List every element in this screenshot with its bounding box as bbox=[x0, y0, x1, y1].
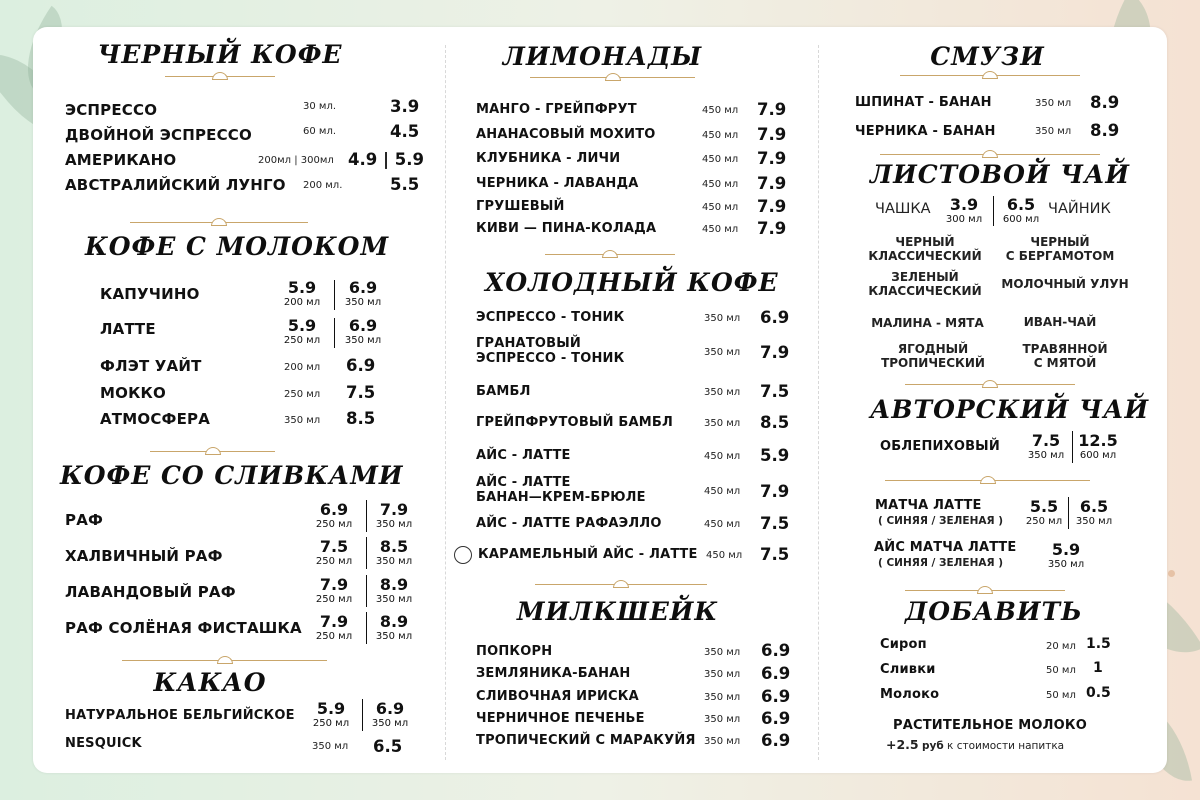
volume-small: 350 мл bbox=[1047, 559, 1085, 570]
menu-item-name: АЙС МАТЧА ЛАТТЕ bbox=[874, 540, 1017, 555]
price-divider bbox=[366, 500, 367, 532]
plant-milk-note bbox=[886, 737, 1064, 752]
price-small: 7.9 bbox=[319, 612, 349, 631]
menu-item-name: ГРУШЕВЫЙ bbox=[476, 199, 565, 214]
menu-item-name: ОБЛЕПИХОВЫЙ bbox=[880, 439, 1000, 454]
menu-item-name: ФЛЭТ УАЙТ bbox=[100, 357, 202, 375]
price-cell bbox=[374, 576, 414, 606]
menu-item-volume: 250 мл bbox=[284, 389, 321, 400]
menu-item-volume: 350 мл bbox=[704, 736, 741, 747]
menu-item-name: ДВОЙНОЙ ЭСПРЕССО bbox=[65, 126, 252, 144]
menu-item-name: РАФ bbox=[65, 511, 104, 529]
menu-item-volume: 450 мл bbox=[704, 519, 741, 530]
menu-item-price: 6.9 bbox=[346, 356, 376, 375]
menu-item-volume: 450 мл bbox=[702, 105, 739, 116]
section-title-cocoa: КАКАО bbox=[153, 668, 267, 697]
menu-item-price: 7.9 bbox=[757, 100, 787, 119]
price-large: 8.5 bbox=[379, 537, 409, 556]
section-title-black-coffee: ЧЕРНЫЙ КОФЕ bbox=[97, 40, 343, 69]
menu-item-price: 7.9 bbox=[757, 219, 787, 238]
menu-item-price: 7.5 bbox=[760, 382, 790, 401]
menu-item-name-line2: ЭСПРЕССО - ТОНИК bbox=[476, 351, 625, 366]
menu-item-price: 7.9 bbox=[760, 343, 790, 362]
volume-small: 200 мл bbox=[283, 297, 321, 308]
volume-small: 350 мл bbox=[1027, 450, 1065, 461]
price-divider bbox=[993, 196, 994, 226]
menu-item-subtitle: ( СИНЯЯ / ЗЕЛЕНАЯ ) bbox=[878, 515, 1004, 527]
menu-item-name: ПОПКОРН bbox=[476, 644, 553, 659]
section-title-cream-coffee: КОФЕ СО СЛИВКАМИ bbox=[60, 461, 404, 490]
price-cell bbox=[374, 613, 414, 643]
volume-large: 350 мл bbox=[371, 718, 409, 729]
price-large: 12.5 bbox=[1078, 431, 1118, 450]
section-title-leaf-tea: ЛИСТОВОЙ ЧАЙ bbox=[870, 160, 1131, 189]
price-pot: 6.5 bbox=[1006, 195, 1036, 214]
addon-volume: 20 мл bbox=[1046, 641, 1076, 652]
section-title-cold-coffee: ХОЛОДНЫЙ КОФЕ bbox=[485, 268, 779, 297]
section-ornament bbox=[130, 218, 308, 226]
menu-item-price: 7.9 bbox=[757, 149, 787, 168]
section-title-addons: ДОБАВИТЬ bbox=[905, 597, 1083, 626]
addon-name: Молоко bbox=[880, 687, 940, 702]
volume-small: 250 мл bbox=[315, 631, 353, 642]
menu-item-name: АЙС - ЛАТТЕ РАФАЭЛЛО bbox=[476, 516, 662, 531]
menu-item-name-line2: БАНАН—КРЕМ-БРЮЛЕ bbox=[476, 490, 646, 505]
menu-item-price: 6.9 bbox=[761, 687, 791, 706]
price-cell bbox=[311, 700, 351, 730]
menu-item-name: ГРАНАТОВЫЙ bbox=[476, 336, 581, 351]
menu-item-name: КАПУЧИНО bbox=[100, 285, 200, 303]
volume-large: 350 мл bbox=[375, 594, 413, 605]
price-cell bbox=[374, 501, 414, 531]
title-ornament bbox=[530, 73, 695, 81]
menu-item-name: КИВИ — ПИНА-КОЛАДА bbox=[476, 221, 657, 236]
volume-small: 250 мл bbox=[315, 594, 353, 605]
menu-item-volume: 450 мл bbox=[702, 130, 739, 141]
price-small: 7.5 bbox=[1031, 431, 1061, 450]
menu-item-name: ЗЕМЛЯНИКА-БАНАН bbox=[476, 666, 631, 681]
tea-variety: ТРАВЯННОЙ С МЯТОЙ bbox=[1022, 342, 1108, 370]
menu-item-name: СЛИВОЧНАЯ ИРИСКА bbox=[476, 689, 639, 704]
menu-item-volume: 200 мл. bbox=[303, 180, 343, 191]
section-ornament bbox=[905, 380, 1075, 388]
menu-item-name: ЭСПРЕССО bbox=[65, 101, 158, 119]
menu-item-price: 7.5 bbox=[760, 514, 790, 533]
section-ornament bbox=[885, 476, 1090, 484]
menu-item-name: ЧЕРНИКА - ЛАВАНДА bbox=[476, 176, 639, 191]
price-small: 5.9 bbox=[1051, 540, 1081, 559]
section-ornament bbox=[122, 656, 327, 664]
menu-item-volume: 350 мл bbox=[284, 415, 321, 426]
menu-item-price: 6.9 bbox=[760, 308, 790, 327]
menu-item-volume: 350 мл bbox=[704, 313, 741, 324]
price-cell bbox=[1044, 541, 1088, 571]
section-title-milk-coffee: КОФЕ С МОЛОКОМ bbox=[85, 232, 390, 261]
price-large: 6.5 bbox=[1079, 497, 1109, 516]
menu-item-volume: 450 мл bbox=[706, 550, 743, 561]
price-cell bbox=[942, 196, 986, 226]
menu-item-name: ШПИНАТ - БАНАН bbox=[855, 95, 992, 110]
tea-variety: ИВАН-ЧАЙ bbox=[1023, 315, 1097, 329]
menu-item-volume: 450 мл bbox=[704, 486, 741, 497]
price-divider bbox=[362, 699, 363, 731]
menu-item-price: 7.9 bbox=[757, 197, 787, 216]
addon-price: 0.5 bbox=[1086, 685, 1111, 701]
menu-item-name: МАТЧА ЛАТТЕ bbox=[875, 498, 982, 513]
price-divider bbox=[334, 318, 335, 348]
menu-item-price: 5.5 bbox=[390, 175, 420, 194]
menu-item-volume: 350 мл bbox=[1035, 98, 1072, 109]
section-ornament bbox=[545, 250, 675, 258]
price-cell bbox=[343, 279, 383, 309]
price-cell bbox=[314, 576, 354, 606]
menu-item-name: АМЕРИКАНО bbox=[65, 151, 177, 169]
menu-item-name: ЭСПРЕССО - ТОНИК bbox=[476, 310, 625, 325]
menu-item-volume: 450 мл bbox=[702, 224, 739, 235]
price-divider bbox=[366, 612, 367, 644]
menu-item-name: РАФ СОЛЁНАЯ ФИСТАШКА bbox=[65, 619, 302, 637]
menu-item-price: 7.5 bbox=[346, 383, 376, 402]
volume-small: 250 мл bbox=[315, 556, 353, 567]
price-cell bbox=[314, 613, 354, 643]
price-cell bbox=[370, 700, 410, 730]
menu-item-volume: 60 мл. bbox=[303, 126, 337, 137]
menu-item-price: 6.9 bbox=[761, 709, 791, 728]
title-ornament bbox=[165, 72, 275, 80]
addon-name: Сироп bbox=[880, 637, 927, 652]
menu-item-volume: 350 мл bbox=[704, 669, 741, 680]
price-divider bbox=[366, 537, 367, 569]
menu-item-price: 4.5 bbox=[390, 122, 420, 141]
volume-large: 350 мл bbox=[1075, 516, 1113, 527]
price-cell bbox=[314, 538, 354, 568]
volume-large: 350 мл bbox=[344, 335, 382, 346]
menu-item-name: АВСТРАЛИЙСКИЙ ЛУНГО bbox=[65, 176, 286, 194]
menu-item-volume: 350 мл bbox=[704, 714, 741, 725]
menu-item-volume: 450 мл bbox=[704, 451, 741, 462]
menu-item-price: 7.9 bbox=[757, 125, 787, 144]
section-ornament bbox=[535, 580, 707, 588]
menu-item-name: КЛУБНИКА - ЛИЧИ bbox=[476, 151, 621, 166]
tea-variety: МАЛИНА - МЯТА bbox=[871, 316, 984, 330]
price-divider bbox=[334, 280, 335, 310]
menu-item-volume: 200мл | 300мл bbox=[258, 155, 334, 166]
price-small: 5.9 bbox=[287, 316, 317, 335]
menu-item-name: АНАНАСОВЫЙ МОХИТО bbox=[476, 127, 656, 142]
price-cell bbox=[1022, 498, 1066, 528]
price-small: 7.5 bbox=[319, 537, 349, 556]
menu-item-name: МАНГО - ГРЕЙПФРУТ bbox=[476, 102, 637, 117]
volume-small: 250 мл bbox=[283, 335, 321, 346]
menu-item-price: 4.9 | 5.9 bbox=[348, 150, 424, 169]
menu-item-price: 8.5 bbox=[760, 413, 790, 432]
price-cup: 3.9 bbox=[949, 195, 979, 214]
menu-item-name: МОККО bbox=[100, 384, 166, 402]
section-ornament bbox=[905, 586, 1065, 594]
cup-label: ЧАШКА bbox=[875, 201, 931, 217]
volume-large: 350 мл bbox=[375, 556, 413, 567]
addon-price: 1 bbox=[1093, 660, 1103, 676]
dot-decoration bbox=[1168, 570, 1175, 577]
volume-large: 350 мл bbox=[344, 297, 382, 308]
menu-item-price: 8.9 bbox=[1090, 93, 1120, 112]
menu-item-name: NESQUICK bbox=[65, 736, 142, 751]
menu-item-price: 6.9 bbox=[761, 641, 791, 660]
menu-item-name: ХАЛВИЧНЫЙ РАФ bbox=[65, 547, 223, 565]
menu-item-name: КАРАМЕЛЬНЫЙ АЙС - ЛАТТЕ bbox=[478, 547, 698, 562]
plant-milk-price: +2.5 bbox=[886, 737, 919, 752]
volume-cup: 300 мл bbox=[945, 214, 983, 225]
addon-price: 1.5 bbox=[1086, 636, 1111, 652]
section-ornament bbox=[150, 447, 275, 455]
addon-volume: 50 мл bbox=[1046, 690, 1076, 701]
menu-item-volume: 350 мл bbox=[1035, 126, 1072, 137]
menu-item-volume: 450 мл bbox=[702, 179, 739, 190]
tea-variety: ЗЕЛЕНЫЙ КЛАССИЧЕСКИЙ bbox=[868, 270, 982, 298]
price-large: 6.9 bbox=[348, 316, 378, 335]
plant-milk-label: РАСТИТЕЛЬНОЕ МОЛОКО bbox=[893, 718, 1087, 733]
price-divider bbox=[366, 575, 367, 607]
volume-small: 250 мл bbox=[1025, 516, 1063, 527]
volume-large: 350 мл bbox=[375, 519, 413, 530]
tea-variety: ЧЕРНЫЙ КЛАССИЧЕСКИЙ bbox=[868, 235, 982, 263]
price-cell bbox=[999, 196, 1043, 226]
section-title-milkshake: МИЛКШЕЙК bbox=[516, 597, 719, 626]
volume-small: 250 мл bbox=[315, 519, 353, 530]
menu-item-volume: 350 мл bbox=[312, 741, 349, 752]
caramel-badge-icon bbox=[454, 546, 472, 564]
volume-large: 350 мл bbox=[375, 631, 413, 642]
price-small: 6.9 bbox=[319, 500, 349, 519]
tea-variety: ЧЕРНЫЙ С БЕРГАМОТОМ bbox=[1005, 235, 1115, 263]
menu-item-subtitle: ( СИНЯЯ / ЗЕЛЕНАЯ ) bbox=[878, 557, 1004, 569]
menu-item-volume: 200 мл bbox=[284, 362, 321, 373]
volume-pot: 600 мл bbox=[1002, 214, 1040, 225]
price-small: 5.9 bbox=[287, 278, 317, 297]
menu-item-name: АЙС - ЛАТТЕ bbox=[476, 475, 571, 490]
menu-item-name: ЛАВАНДОВЫЙ РАФ bbox=[65, 583, 236, 601]
price-cell bbox=[1024, 432, 1068, 462]
title-ornament bbox=[900, 71, 1080, 79]
menu-item-price: 6.9 bbox=[761, 731, 791, 750]
menu-item-price: 5.9 bbox=[760, 446, 790, 465]
price-small: 5.5 bbox=[1029, 497, 1059, 516]
price-divider bbox=[1072, 431, 1073, 463]
menu-item-volume: 350 мл bbox=[704, 418, 741, 429]
menu-item-price: 8.5 bbox=[346, 409, 376, 428]
menu-item-volume: 450 мл bbox=[702, 202, 739, 213]
pot-label: ЧАЙНИК bbox=[1048, 201, 1111, 217]
section-title-author-tea: АВТОРСКИЙ ЧАЙ bbox=[870, 395, 1150, 424]
menu-item-volume: 350 мл bbox=[704, 387, 741, 398]
price-cell bbox=[1076, 432, 1120, 462]
section-title-smoothie: СМУЗИ bbox=[930, 42, 1045, 71]
addon-volume: 50 мл bbox=[1046, 665, 1076, 676]
menu-item-name: БАМБЛ bbox=[476, 384, 531, 399]
menu-item-name: ЧЕРНИЧНОЕ ПЕЧЕНЬЕ bbox=[476, 711, 645, 726]
price-large: 7.9 bbox=[379, 500, 409, 519]
menu-item-name: ЛАТТЕ bbox=[100, 320, 156, 338]
plant-milk-unit: руб bbox=[921, 740, 944, 752]
menu-item-price: 6.5 bbox=[373, 737, 403, 756]
menu-item-name: ГРЕЙПФРУТОВЫЙ БАМБЛ bbox=[476, 415, 674, 430]
section-ornament bbox=[880, 150, 1100, 158]
price-cell bbox=[343, 317, 383, 347]
menu-item-volume: 350 мл bbox=[704, 647, 741, 658]
plant-milk-note-text: к стоимости напитка bbox=[947, 740, 1065, 752]
menu-item-price: 7.9 bbox=[760, 482, 790, 501]
menu-item-volume: 450 мл bbox=[702, 154, 739, 165]
column-divider bbox=[445, 45, 446, 760]
addon-name: Сливки bbox=[880, 662, 936, 677]
menu-item-price: 7.5 bbox=[760, 545, 790, 564]
menu-item-name: НАТУРАЛЬНОЕ БЕЛЬГИЙСКОЕ bbox=[65, 708, 295, 723]
price-large: 8.9 bbox=[379, 575, 409, 594]
tea-variety: ЯГОДНЫЙ ТРОПИЧЕСКИЙ bbox=[881, 342, 985, 370]
price-divider bbox=[1068, 497, 1069, 529]
volume-large: 600 мл bbox=[1079, 450, 1117, 461]
price-large: 6.9 bbox=[375, 699, 405, 718]
menu-item-name: ЧЕРНИКА - БАНАН bbox=[855, 124, 996, 139]
menu-item-volume: 350 мл bbox=[704, 692, 741, 703]
menu-item-price: 7.9 bbox=[757, 174, 787, 193]
menu-item-volume: 350 мл bbox=[704, 347, 741, 358]
menu-item-name: ТРОПИЧЕСКИЙ С МАРАКУЙЯ bbox=[476, 733, 696, 748]
menu-item-name: АЙС - ЛАТТЕ bbox=[476, 448, 571, 463]
menu-item-price: 8.9 bbox=[1090, 121, 1120, 140]
tea-variety: МОЛОЧНЫЙ УЛУН bbox=[1001, 277, 1129, 291]
menu-item-price: 3.9 bbox=[390, 97, 420, 116]
volume-small: 250 мл bbox=[312, 718, 350, 729]
price-cell bbox=[282, 279, 322, 309]
price-cell bbox=[314, 501, 354, 531]
price-large: 8.9 bbox=[379, 612, 409, 631]
price-small: 5.9 bbox=[316, 699, 346, 718]
price-small: 7.9 bbox=[319, 575, 349, 594]
price-cell bbox=[282, 317, 322, 347]
menu-item-name: АТМОСФЕРА bbox=[100, 410, 211, 428]
price-large: 6.9 bbox=[348, 278, 378, 297]
price-cell bbox=[1072, 498, 1116, 528]
section-title-lemonades: ЛИМОНАДЫ bbox=[502, 42, 703, 71]
price-cell bbox=[374, 538, 414, 568]
column-divider bbox=[818, 45, 819, 760]
menu-item-volume: 30 мл. bbox=[303, 101, 337, 112]
menu-item-price: 6.9 bbox=[761, 664, 791, 683]
